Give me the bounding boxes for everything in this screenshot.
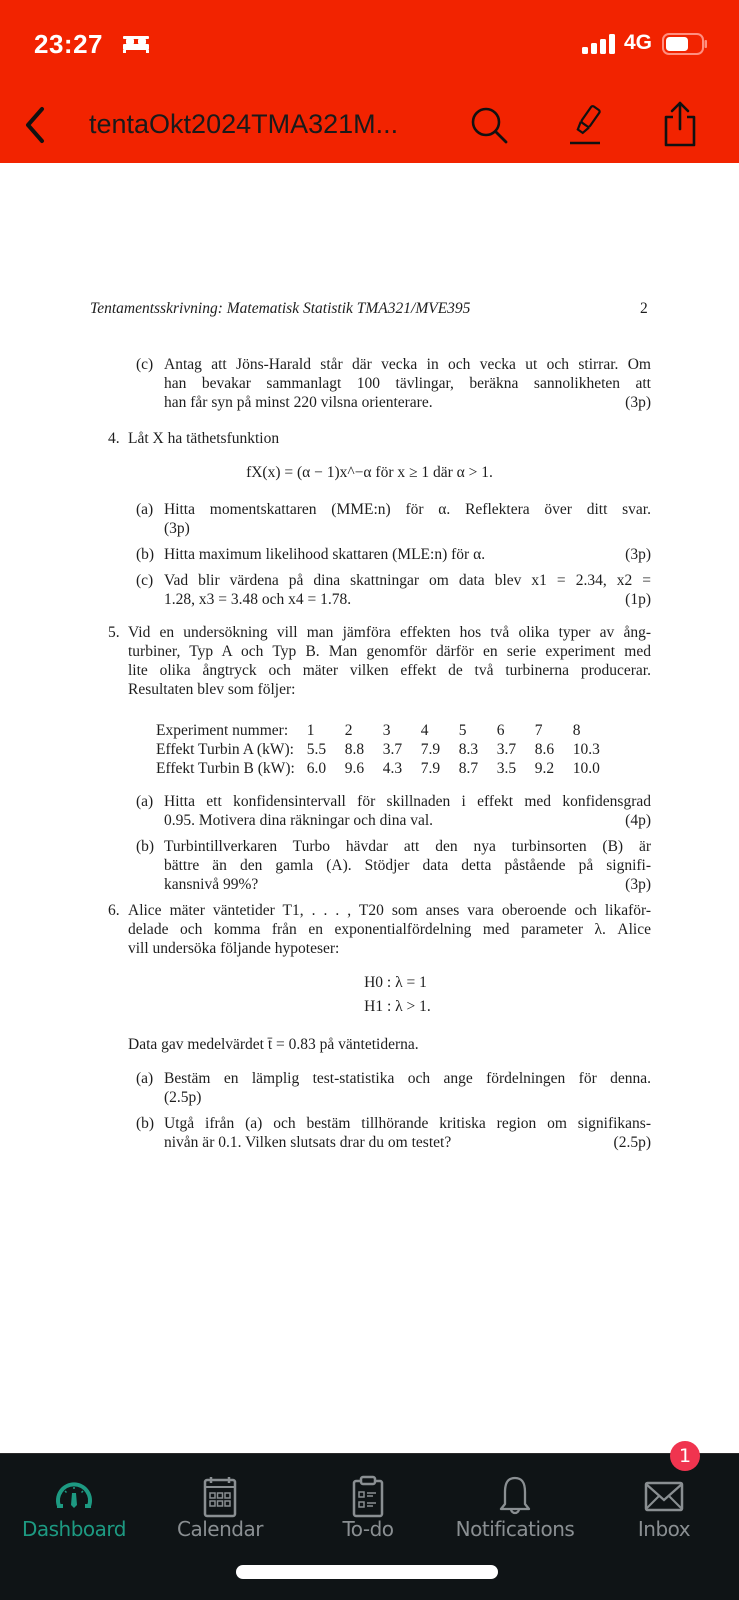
table-cell: 3.5: [496, 760, 517, 777]
equation-text: H1 : λ > 1.: [364, 998, 431, 1015]
problem-4: [108, 429, 651, 448]
table-cell: 4.3: [382, 760, 403, 777]
table-cell: 5: [458, 722, 467, 739]
table-cell: 1: [306, 722, 315, 739]
text-line: Vad blir värdena på dina skattningar om data blev x1 = 2.34, x2 =: [164, 572, 651, 589]
tab-label: Calendar: [177, 1517, 263, 1541]
text-line: Vid en undersökning vill man jämföra effekten hos två olika typer av ång-: [128, 624, 651, 641]
text-line: kansnivå 99%?: [164, 876, 259, 893]
table-row: [156, 759, 611, 778]
problem-6: [108, 901, 651, 958]
turbine-data-table: [156, 721, 611, 778]
table-cell: 9.2: [534, 760, 555, 777]
text-line: bättre än den gamla (A). Stödjer data detta påstående på signifi-: [164, 857, 651, 874]
table-cell: 8.8: [344, 741, 365, 758]
text-line: han bevakar sammanlagt 100 tävlingar, beräkna sannolikheten att: [164, 375, 651, 392]
points: (3p): [625, 546, 651, 563]
points: (1p): [625, 591, 651, 608]
text-line: lite olika ångtryck och mäter vilken effekt de två turbinerna producerar.: [128, 662, 651, 679]
hypothesis-h1: [0, 998, 739, 1016]
table-cell: 7.9: [420, 760, 441, 777]
sub-label: (b): [136, 838, 155, 855]
problem-4b: [136, 545, 651, 564]
inbox-unread-badge: 1: [670, 1441, 700, 1471]
text-line: 1.28, x3 = 3.48 och x4 = 1.78.: [164, 591, 352, 608]
app-header: [0, 0, 739, 163]
table-cell: 3.7: [382, 741, 403, 758]
sub-label: (a): [136, 1070, 154, 1087]
row-label: Experiment nummer:: [156, 722, 289, 739]
problem-intro: Låt X ha täthetsfunktion: [128, 430, 280, 447]
network-label: 4G: [624, 31, 653, 54]
text-line: Bestäm en lämplig test-statistika och ange fördelningen för denna.: [164, 1070, 651, 1087]
table-cell: 10.3: [572, 741, 600, 758]
tab-todo[interactable]: [308, 1454, 428, 1546]
table-cell: 10.0: [572, 760, 600, 777]
table-row: [156, 740, 611, 759]
table-cell: 9.6: [344, 760, 365, 777]
problem-5b: [136, 837, 651, 894]
text-line: Hitta ett konfidensintervall för skillnaden i effekt med konfidensgrad: [164, 793, 651, 810]
clipboard-checklist-icon: [346, 1474, 390, 1518]
table-row: [156, 721, 611, 740]
pdf-page[interactable]: [0, 163, 739, 1453]
table-cell: 7.9: [420, 741, 441, 758]
equation-text: fX(x) = (α − 1)x^−α för x ≥ 1 där α > 1.: [246, 464, 493, 481]
table-cell: 7: [534, 722, 543, 739]
table-cell: 4: [420, 722, 429, 739]
share-icon[interactable]: [660, 99, 700, 149]
tab-label: To-do: [342, 1517, 394, 1541]
table-cell: 6.0: [306, 760, 327, 777]
table-cell: 3.7: [496, 741, 517, 758]
problem-6b: [136, 1114, 651, 1152]
page-number: 2: [640, 300, 648, 317]
signal-icon: [582, 34, 618, 54]
problem-number: 5.: [108, 624, 120, 641]
problem-5a: [136, 792, 651, 830]
density-equation: [0, 464, 739, 482]
tab-inbox[interactable]: [604, 1454, 724, 1546]
table-cell: 8.6: [534, 741, 555, 758]
text-line: 0.95. Motivera dina räkningar och dina val.: [164, 812, 434, 829]
battery-icon: [662, 33, 708, 55]
sub-label: (c): [136, 572, 154, 589]
text-line: Alice mäter väntetider T1, . . . , T20 som anses vara oberoende och likaför-: [128, 902, 651, 919]
row-label: Effekt Turbin B (kW):: [156, 760, 295, 777]
problem-5: [108, 623, 651, 699]
home-indicator[interactable]: [236, 1565, 498, 1579]
back-chevron-icon[interactable]: [18, 103, 54, 147]
points: (3p): [625, 876, 651, 893]
table-cell: 5.5: [306, 741, 327, 758]
tab-label: Inbox: [637, 1517, 691, 1541]
text-line: turbiner, Typ A och Typ B. Man genomför därför en serie experiment med: [128, 643, 651, 660]
text-line: Hitta maximum likelihood skattaren (MLE:n) för α.: [164, 546, 486, 563]
points: (3p): [625, 394, 651, 411]
status-time: 23:27: [34, 29, 103, 59]
points: (3p): [164, 520, 190, 537]
text-line: Turbintillverkaren Turbo hävdar att den nya turbinsorten (B) är: [164, 838, 651, 855]
sub-label: (a): [136, 501, 154, 518]
text-line: Hitta momentskattaren (MME:n) för α. Reflektera över ditt svar.: [164, 501, 651, 518]
table-cell: 2: [344, 722, 353, 739]
text-line: Utgå ifrån (a) och bestäm tillhörande kritiska region om signifikans-: [164, 1115, 651, 1132]
problem-3c: [136, 355, 651, 412]
text-line: nivån är 0.1. Vilken slutsats drar du om testet?: [164, 1134, 452, 1151]
nav-bar: [0, 95, 739, 155]
text-line: Resultaten blev som följer:: [128, 681, 296, 698]
text-line: Antag att Jöns-Harald står där vecka in och vecka ut och stirrar. Om: [164, 356, 651, 373]
row-label: Effekt Turbin A (kW):: [156, 741, 294, 758]
tab-notifications[interactable]: [445, 1454, 585, 1546]
bed-icon: [122, 34, 150, 54]
dashboard-gauge-icon: [52, 1474, 96, 1518]
problem-number: 4.: [108, 430, 120, 447]
equation-text: H0 : λ = 1: [364, 974, 427, 991]
tab-label: Dashboard: [21, 1517, 126, 1541]
sub-label: (a): [136, 793, 154, 810]
table-cell: 8.3: [458, 741, 479, 758]
text-line: Data gav medelvärdet t̄ = 0.83 på väntetiderna.: [128, 1036, 419, 1053]
sub-label: (b): [136, 546, 155, 563]
hypothesis-h0: [0, 974, 739, 992]
sub-label: (b): [136, 1115, 155, 1132]
document-title: tentaOkt2024TMA321M...: [89, 109, 399, 139]
table-cell: 6: [496, 722, 505, 739]
calendar-icon: [198, 1474, 242, 1518]
tab-label: Notifications: [455, 1517, 575, 1541]
problem-number: 6.: [108, 902, 120, 919]
points: (2.5p): [164, 1089, 202, 1106]
points: (4p): [625, 812, 651, 829]
points: (2.5p): [613, 1134, 651, 1151]
problem-4a: [136, 500, 651, 538]
bell-icon: [493, 1474, 537, 1518]
tab-calendar[interactable]: [160, 1454, 280, 1546]
highlighter-icon[interactable]: [566, 103, 606, 147]
tab-dashboard[interactable]: [14, 1454, 134, 1546]
text-line: vill undersöka följande hypoteser:: [128, 940, 340, 957]
envelope-icon: [642, 1474, 686, 1518]
problem-6a: [136, 1069, 651, 1107]
table-cell: 3: [382, 722, 391, 739]
text-line: delade och komma från en exponentialfördelning med parameter λ. Alice: [128, 921, 651, 938]
table-cell: 8.7: [458, 760, 479, 777]
text-line: han får syn på minst 220 vilsna orienterare.: [164, 394, 433, 411]
running-head: Tentamentsskrivning: Matematisk Statistik TMA321/MVE395: [90, 300, 471, 317]
search-icon[interactable]: [468, 103, 512, 147]
table-cell: 8: [572, 722, 581, 739]
sub-label: (c): [136, 356, 154, 373]
problem-4c: [136, 571, 651, 609]
data-line: [128, 1035, 651, 1054]
